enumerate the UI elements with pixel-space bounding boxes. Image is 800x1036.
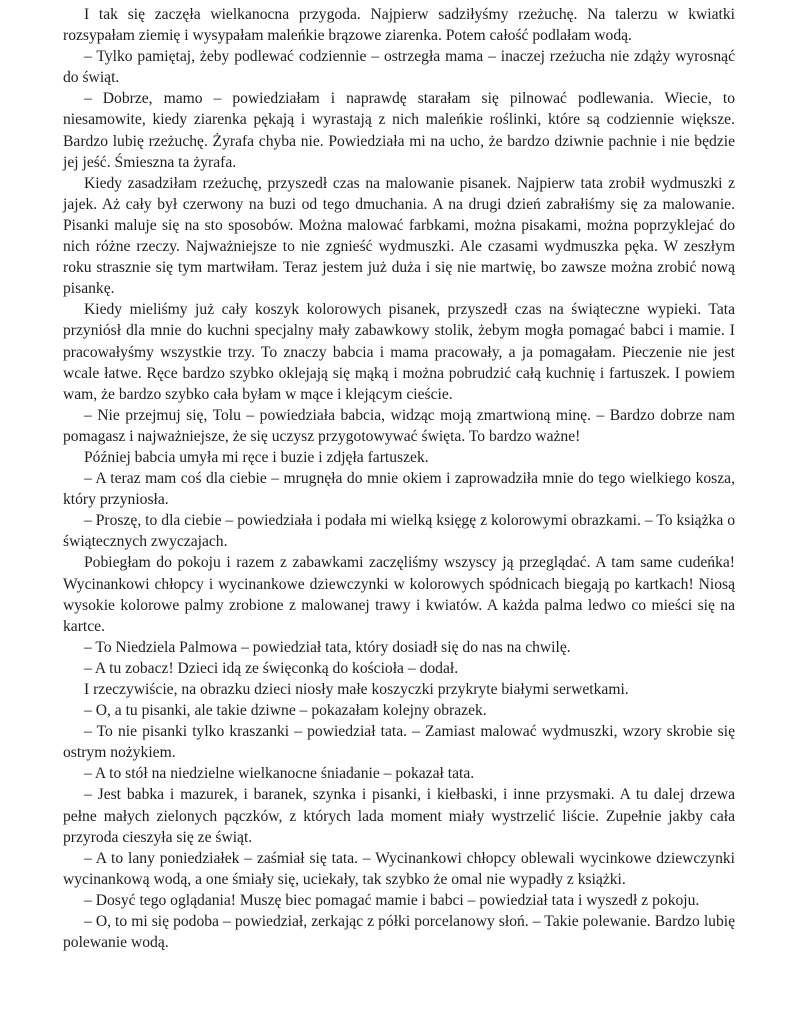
paragraph-5: Kiedy mieliśmy już cały koszyk kolorowych pisanek, przyszedł czas na świąteczne wypieki. Tata przyniósł dla mnie do kuchni specjalny mały zabawkowy stolik, żebym mogła pomagać babci i mamie. I pracowałyśmy wszystkie trzy. To znaczy babcia i mama pracowały, a ja pomagałam. Pieczenie nie jest wcale łatwe. Ręce bardzo szybko oklejają się mąką i można pobrudzić całą kuchnię i fartuszek. I powiem wam, że bardzo szybko cała byłam w mące i klejącym cieście. <box>63 301 735 403</box>
paragraph-8: – A teraz mam coś dla ciebie – mrugnęła do mnie okiem i zaprowadziła mnie do tego wielkiego kosza, który przyniosła. <box>63 470 735 509</box>
book-page <box>63 4 735 953</box>
paragraph-16: – A to stół na niedzielne wielkanocne śniadanie – pokazał tata. <box>84 765 475 783</box>
paragraph-10: Pobiegłam do pokoju i razem z zabawkami zaczęliśmy wszyscy ją przeglądać. A tam same cudeńka! Wycinankowi chłopcy i wycinankowe dziewczynki w kolorowych spódnicach biegają po kartkach! Niosą wysokie kolorowe palmy zrobione z malowanej trawy i kwiatów. A każda palma ledwo co mieści się na kartce. <box>63 554 735 635</box>
paragraph-2: – Tylko pamiętaj, żeby podlewać codziennie – ostrzegła mama – inaczej rzeżucha nie zdąży wyrosnąć do świąt. <box>63 48 735 87</box>
paragraph-20: – O, to mi się podoba – powiedział, zerkając z półki porcelanowy słoń. – Takie polewanie. Bardzo lubię polewanie wodą. <box>63 913 735 952</box>
paragraph-15: – To nie pisanki tylko kraszanki – powiedział tata. – Zamiast malować wydmuszki, wzory skrobie się ostrym nożykiem. <box>63 723 735 762</box>
paragraph-14: – O, a tu pisanki, ale takie dziwne – pokazałam kolejny obrazek. <box>84 702 487 720</box>
paragraph-9: – Proszę, to dla ciebie – powiedziała i podała mi wielką księgę z kolorowymi obrazkami. – To książka o świątecznych zwyczajach. <box>63 512 735 551</box>
paragraph-7: Później babcia umyła mi ręce i buzie i zdjęła fartuszek. <box>84 448 429 466</box>
paragraph-19: – Dosyć tego oglądania! Muszę biec pomagać mamie i babci – powiedział tata i wyszedł z pokoju. <box>84 891 700 909</box>
paragraph-4: Kiedy zasadziłam rzeżuchę, przyszedł czas na malowanie pisanek. Najpierw tata zrobił wydmuszki z jajek. Aż cały był czerwony na buzi od tego dmuchania. A na drugi dzień zabrałiśmy się za malowanie. Pisanki maluje się na sto sposobów. Można malować farbkami, można pisakami, można poprzyklejać do nich różne rzeczy. Najważniejsze to nie zgnieść wydmuszki. Ale czasami wydmuszka pęka. W zeszłym roku strasznie się tym martwiłam. Teraz jestem już duża i się nie martwię, bo zawsze można zrobić nową pisankę. <box>63 174 735 298</box>
paragraph-1: I tak się zaczęła wielkanocna przygoda. Najpierw sadziłyśmy rzeżuchę. Na talerzu w kwiatki rozsypałam ziemię i wysypałam maleńkie brązowe ziarenka. Potem całość podlałam wodą. <box>63 6 735 45</box>
paragraph-18: – A to lany poniedziałek – zaśmiał się tata. – Wycinankowi chłopcy oblewali wycinkowe dziewczynki wycinankową wodą, a one śmiały się, uciekały, tak szybko że omal nie wypadły z książki. <box>63 849 735 888</box>
paragraph-3: – Dobrze, mamo – powiedziałam i naprawdę starałam się pilnować podlewania. Wiecie, to niesamowite, kiedy ziarenka pękają i wyrastają z nich maleńkie roślinki, które są codziennie większe. Bardzo lubię rzeżuchę. Żyrafa chyba nie. Powiedziała mi na ucho, że bardzo dziwnie pachnie i nie będzie jej jeść. Śmieszna ta żyrafa. <box>63 90 735 171</box>
paragraph-12: – A tu zobacz! Dzieci idą ze święconką do kościoła – dodał. <box>84 659 459 677</box>
paragraph-17: – Jest babka i mazurek, i baranek, szynka i pisanki, i kiełbaski, i inne przysmaki. A tu dalej drzewa pełne małych zielonych pączków, z których lada moment miały wystrzelić liście. Zupełnie jakby cała przyroda cieszyła się ze świąt. <box>63 786 735 846</box>
paragraph-13: I rzeczywiście, na obrazku dzieci niosły małe koszyczki przykryte białymi serwetkami. <box>84 681 629 698</box>
paragraph-11: – To Niedziela Palmowa – powiedział tata, który dosiadł się do nas na chwilę. <box>84 638 571 656</box>
paragraph-6: – Nie przejmuj się, Tolu – powiedziała babcia, widząc moją zmartwioną minę. – Bardzo dobrze nam pomagasz i najważniejsze, że się uczysz przygotowywać święta. To bardzo ważne! <box>63 406 735 445</box>
